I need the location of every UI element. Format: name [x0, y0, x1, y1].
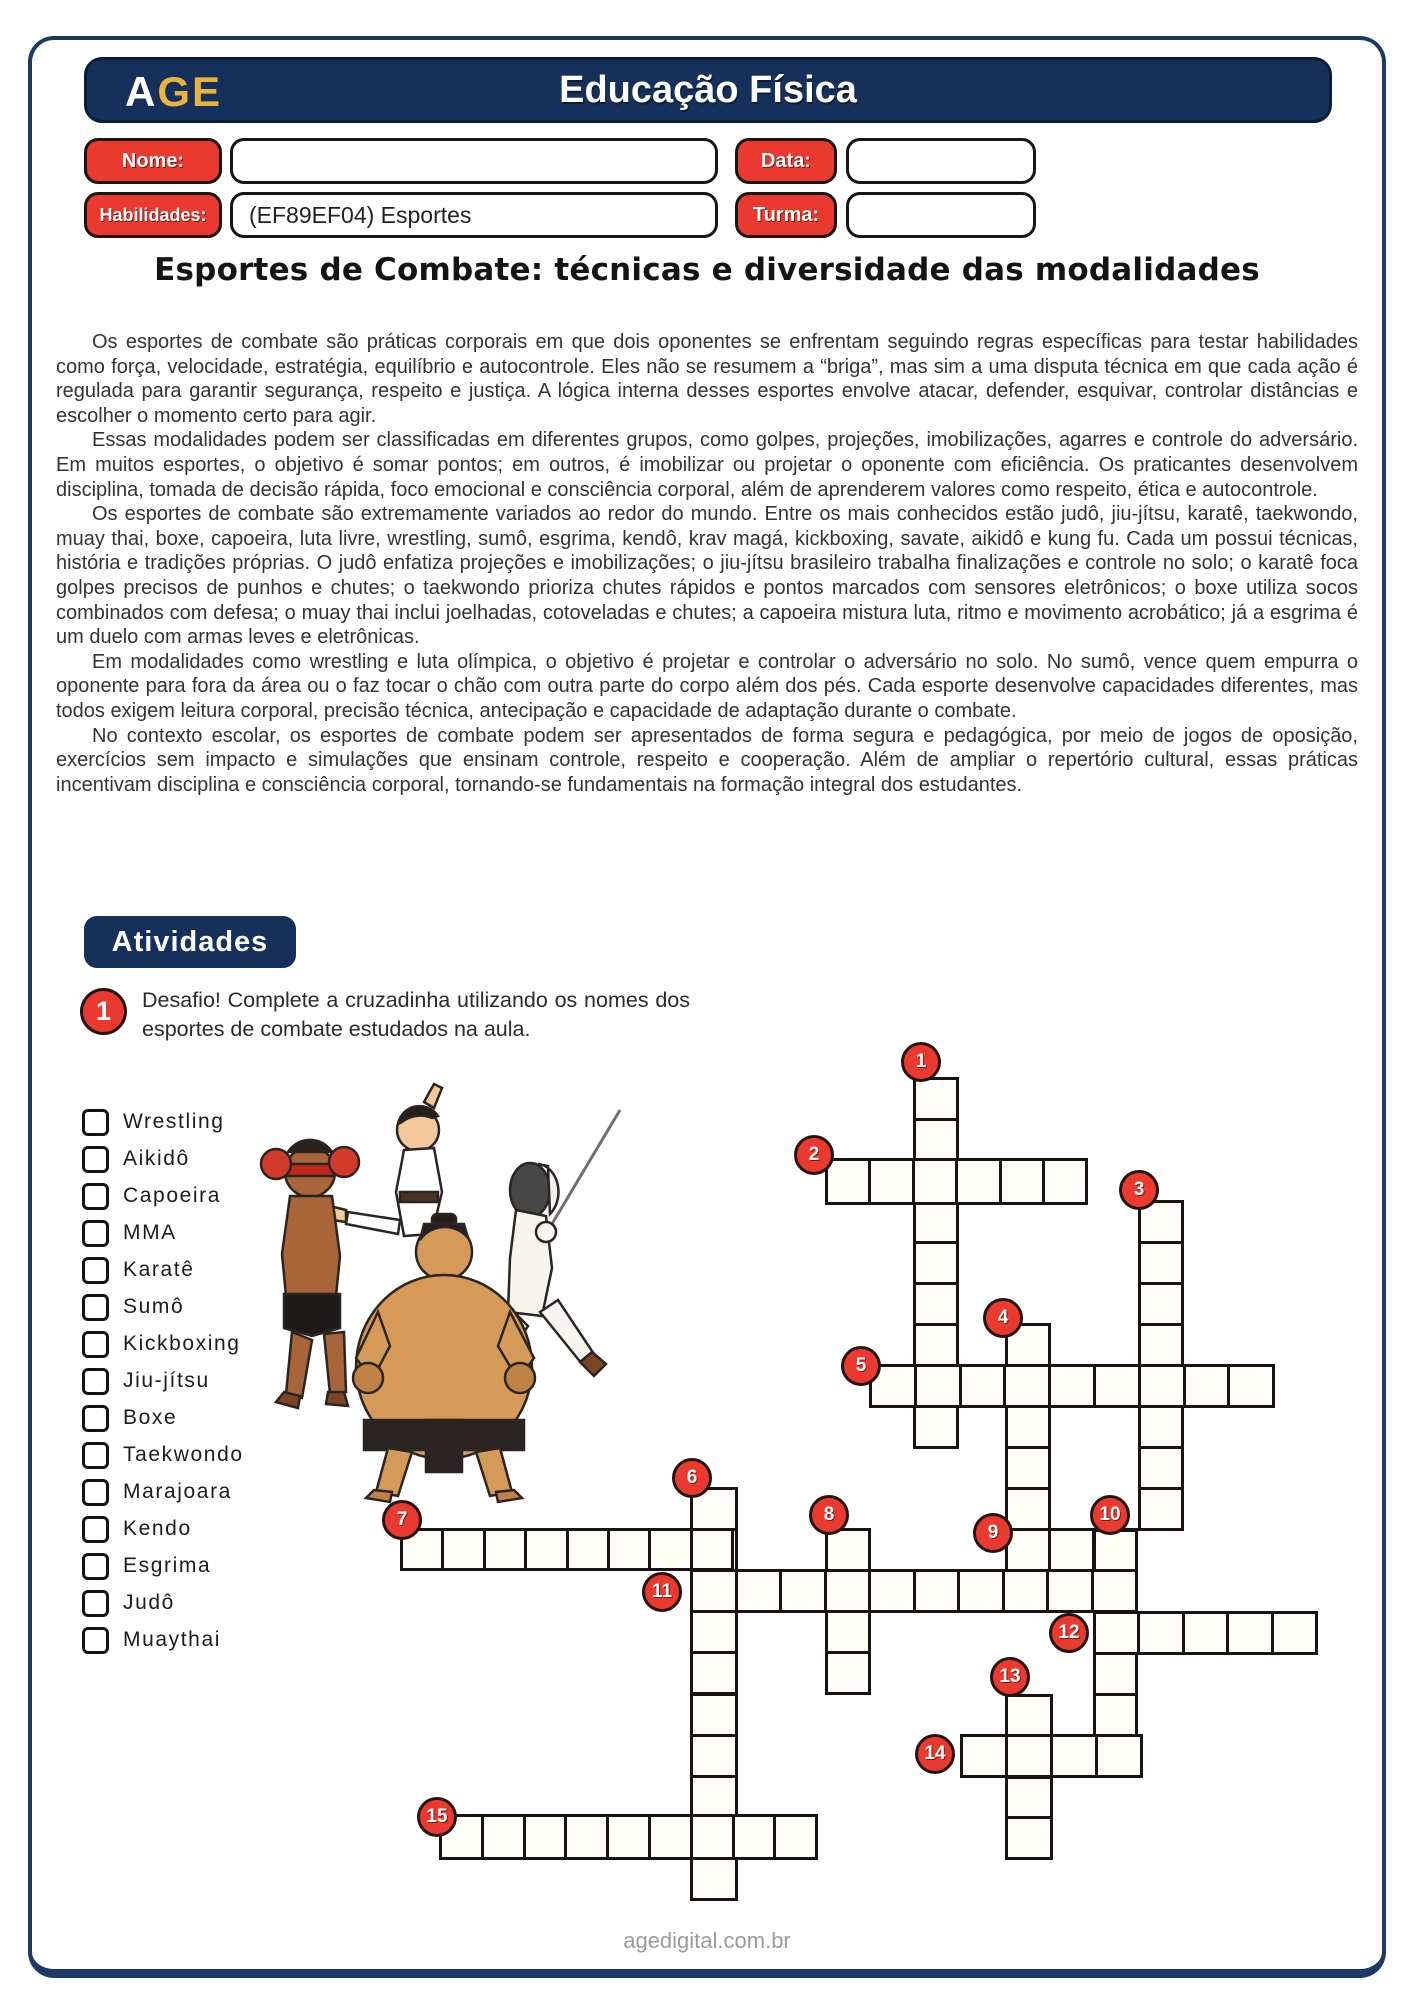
- word-bank-label: Taekwondo: [123, 1443, 244, 1466]
- crossword-cell[interactable]: [1183, 1364, 1231, 1408]
- crossword-cell[interactable]: [1138, 1282, 1184, 1326]
- word-bank-item: [82, 1367, 244, 1395]
- crossword-cell[interactable]: [999, 1158, 1045, 1205]
- crossword-cell[interactable]: [913, 1323, 959, 1367]
- clue-number-badge: 2: [794, 1135, 834, 1175]
- clue-number-badge: 6: [672, 1458, 712, 1498]
- skills-value: (EF89EF04) Esportes: [249, 201, 472, 228]
- combat-sports-illustration: [228, 1072, 628, 1507]
- crossword-cell[interactable]: [1138, 1241, 1184, 1285]
- crossword-cell[interactable]: [690, 1734, 738, 1778]
- crossword-cell[interactable]: [825, 1610, 871, 1654]
- clue-number-badge: 4: [983, 1298, 1023, 1338]
- crossword-cell[interactable]: [1005, 1694, 1053, 1738]
- crossword-cell[interactable]: [912, 1158, 958, 1205]
- crossword-cell[interactable]: [690, 1651, 738, 1695]
- word-bank-checkbox[interactable]: [82, 1257, 109, 1284]
- crossword-cell[interactable]: [955, 1158, 1001, 1205]
- crossword-cell[interactable]: [960, 1734, 1008, 1778]
- crossword-cell[interactable]: [868, 1158, 914, 1205]
- activity-number-badge: 1: [80, 988, 127, 1035]
- word-bank-checkbox[interactable]: [82, 1627, 109, 1654]
- word-bank-checkbox[interactable]: [82, 1146, 109, 1173]
- paragraph: Os esportes de combate são práticas corporais em que dois oponentes se enfrentam seguindo regras específicas para testar habilidades como força, velocidade, estratégia, equilíbrio e autocontrole. Eles não se resumem a “briga”, mas sim a uma disputa técnica em que cada ação é regulada para garantir segurança, respeito e justiça. A lógica interna desses esportes envolve atacar, defender, esquivar, controlar distâncias e escolher o momento certo para agir.: [56, 331, 1358, 427]
- crossword-cell[interactable]: [1005, 1776, 1053, 1820]
- crossword-cell[interactable]: [1042, 1158, 1088, 1205]
- word-bank-item: [82, 1404, 244, 1432]
- paragraph: Em modalidades como wrestling e luta olímpica, o objetivo é projetar e controlar o adversário no solo. No sumô, vence quem empurra o oponente para fora da área ou o faz tocar o chão com outra parte do corpo além dos pés. Cada esporte desenvolve capacidades diferentes, mas todos exigem leitura corporal, precisão técnica, antecipação e capacidade de adaptação durante o combate.: [56, 650, 1358, 722]
- clue-number-badge: 10: [1090, 1495, 1130, 1535]
- word-bank-item: [82, 1552, 244, 1580]
- paragraph: No contexto escolar, os esportes de combate podem ser apresentados de forma segura e pedagógica, por meio de jogos de oposição, exercícios sem impacto e simulações que ensinam controle, respeito e cooperação. Além de ampliar o repertório cultural, essas práticas incentivam disciplina e consciência corporal, tornando-se fundamentais na formação integral dos estudantes.: [56, 724, 1358, 796]
- crossword-cell[interactable]: [1005, 1816, 1053, 1860]
- word-bank-list: [82, 1108, 244, 1663]
- clue-number-badge: 7: [382, 1500, 422, 1540]
- muaythai-boxer: [261, 1140, 359, 1408]
- crossword-cell[interactable]: [1048, 1528, 1094, 1572]
- crossword-cell[interactable]: [690, 1857, 738, 1901]
- word-bank-label: Kendo: [123, 1517, 192, 1540]
- word-bank-label: Wrestling: [123, 1110, 225, 1133]
- date-label: Data:: [735, 138, 837, 184]
- subject-title: Educação Física: [559, 68, 857, 111]
- crossword-cell[interactable]: [1005, 1487, 1051, 1531]
- crossword-cell[interactable]: [779, 1569, 827, 1613]
- crossword-cell[interactable]: [1002, 1569, 1050, 1613]
- word-bank-item: [82, 1478, 244, 1506]
- clue-number-badge: 8: [809, 1495, 849, 1535]
- word-bank-item: [82, 1330, 244, 1358]
- crossword-cell[interactable]: [868, 1569, 916, 1613]
- crossword-cell[interactable]: [566, 1528, 610, 1571]
- clue-number-badge: 3: [1119, 1170, 1159, 1210]
- word-bank-checkbox[interactable]: [82, 1294, 109, 1321]
- crossword-cell[interactable]: [735, 1569, 783, 1613]
- crossword-cell[interactable]: [1138, 1446, 1184, 1490]
- word-bank-label: Capoeira: [123, 1184, 222, 1207]
- crossword-cell[interactable]: [913, 1200, 959, 1244]
- clue-number-badge: 14: [915, 1734, 955, 1774]
- crossword-cell[interactable]: [523, 1814, 568, 1860]
- crossword-cell[interactable]: [773, 1814, 818, 1860]
- crossword-cell[interactable]: [1093, 1364, 1141, 1408]
- crossword-cell[interactable]: [1005, 1734, 1053, 1778]
- name-field[interactable]: [230, 138, 718, 184]
- word-bank-checkbox[interactable]: [82, 1331, 109, 1358]
- crossword-cell[interactable]: [1137, 1611, 1184, 1655]
- word-bank-checkbox[interactable]: [82, 1183, 109, 1210]
- crossword-cell[interactable]: [1046, 1569, 1094, 1613]
- class-label: Turma:: [735, 192, 837, 238]
- word-bank-checkbox[interactable]: [82, 1442, 109, 1469]
- word-bank-item: [82, 1589, 244, 1617]
- crossword-cell[interactable]: [690, 1814, 735, 1860]
- crossword-cell[interactable]: [913, 1405, 959, 1449]
- crossword-cell[interactable]: [1093, 1529, 1138, 1573]
- word-bank-label: Judô: [123, 1591, 175, 1614]
- word-bank-label: Boxe: [123, 1406, 178, 1429]
- crossword-cell[interactable]: [606, 1814, 651, 1860]
- crossword-cell[interactable]: [1005, 1405, 1051, 1449]
- crossword-cell[interactable]: [1091, 1569, 1139, 1613]
- crossword-cell[interactable]: [483, 1528, 527, 1571]
- sumo-wrestler: [353, 1214, 535, 1502]
- crossword-cell[interactable]: [913, 1282, 959, 1326]
- crossword-cell[interactable]: [481, 1814, 526, 1860]
- word-bank-checkbox[interactable]: [82, 1479, 109, 1506]
- date-field[interactable]: [846, 138, 1036, 184]
- word-bank-item: [82, 1145, 244, 1173]
- word-bank-label: Jiu-jítsu: [123, 1369, 210, 1392]
- clue-number-badge: 5: [841, 1346, 881, 1386]
- article-paragraphs: [56, 330, 1358, 797]
- activity-instruction: Desafio! Complete a cruzadinha utilizando os nomes dos esportes de combate estudados na aula.: [142, 988, 690, 1041]
- word-bank-item: [82, 1626, 244, 1654]
- crossword-cell[interactable]: [1003, 1364, 1051, 1408]
- crossword-cell[interactable]: [441, 1528, 485, 1571]
- word-bank-checkbox[interactable]: [82, 1109, 109, 1136]
- word-bank-item: [82, 1219, 244, 1247]
- page-title: Esportes de Combate: técnicas e diversidade das modalidades: [154, 252, 1260, 288]
- crossword-cell[interactable]: [825, 1158, 871, 1205]
- clue-number-badge: 9: [973, 1513, 1013, 1553]
- crossword-cell[interactable]: [1048, 1364, 1096, 1408]
- crossword-cell[interactable]: [1093, 1693, 1138, 1737]
- crossword-cell[interactable]: [648, 1814, 693, 1860]
- crossword-cell[interactable]: [914, 1364, 962, 1408]
- clue-number-badge: 1: [901, 1042, 941, 1082]
- crossword-cell[interactable]: [1138, 1364, 1186, 1408]
- crossword-cell[interactable]: [913, 1241, 959, 1285]
- crossword-cell[interactable]: [1138, 1323, 1184, 1367]
- crossword-cell[interactable]: [913, 1118, 959, 1162]
- word-bank-checkbox[interactable]: [82, 1368, 109, 1395]
- clue-number-badge: 15: [417, 1797, 457, 1837]
- crossword-cell[interactable]: [957, 1569, 1005, 1613]
- crossword-cell[interactable]: [690, 1775, 738, 1819]
- paragraph: Essas modalidades podem ser classificadas em diferentes grupos, como golpes, projeções, imobilizações, agarres e controle do adversário. Em muitos esportes, o objetivo é somar pontos; em outros, é imobilizar ou projetar o oponente com eficiência. Os praticantes desenvolvem disciplina, tomada de decisão rápida, foco emocional e consciência corporal, além de aprenderem valores como respeito, ética e autocontrole.: [56, 429, 1358, 501]
- word-bank-label: Marajoara: [123, 1480, 232, 1503]
- word-bank-item: [82, 1293, 244, 1321]
- age-logo: AGE: [125, 68, 223, 115]
- crossword-cell[interactable]: [913, 1077, 959, 1121]
- crossword-cell[interactable]: [824, 1569, 872, 1613]
- word-bank-label: MMA: [123, 1221, 177, 1244]
- crossword-cell[interactable]: [1093, 1652, 1138, 1696]
- word-bank-label: Muaythai: [123, 1628, 222, 1651]
- activities-section-badge: Atividades: [84, 916, 296, 968]
- crossword-cell[interactable]: [690, 1610, 738, 1654]
- word-bank-label: Sumô: [123, 1295, 185, 1318]
- crossword-cell[interactable]: [959, 1364, 1007, 1408]
- crossword-cell[interactable]: [1138, 1405, 1184, 1449]
- word-bank-label: Aikidô: [123, 1147, 190, 1170]
- word-bank-checkbox[interactable]: [82, 1516, 109, 1543]
- footer-url: agedigital.com.br: [623, 1928, 791, 1953]
- name-label: Nome:: [84, 138, 222, 184]
- crossword-cell[interactable]: [913, 1569, 961, 1613]
- crossword-cell[interactable]: [690, 1569, 738, 1613]
- crossword-cell[interactable]: [1271, 1611, 1318, 1655]
- clue-number-badge: 11: [642, 1572, 682, 1612]
- crossword-cell[interactable]: [1138, 1487, 1184, 1531]
- word-bank-checkbox[interactable]: [82, 1405, 109, 1432]
- crossword-cell[interactable]: [648, 1528, 692, 1571]
- crossword-cell[interactable]: [1005, 1446, 1051, 1490]
- header-bar: [84, 57, 1332, 123]
- word-bank-item: [82, 1256, 244, 1284]
- crossword-cell[interactable]: [607, 1528, 651, 1571]
- skills-label: Habilidades:: [84, 192, 222, 238]
- crossword-cell[interactable]: [1095, 1734, 1143, 1778]
- word-bank-label: Kickboxing: [123, 1332, 241, 1355]
- crossword-cell[interactable]: [1226, 1611, 1273, 1655]
- word-bank-item: [82, 1515, 244, 1543]
- class-field[interactable]: [846, 192, 1036, 238]
- word-bank-item: [82, 1182, 244, 1210]
- crossword-cell[interactable]: [1050, 1734, 1098, 1778]
- word-bank-checkbox[interactable]: [82, 1553, 109, 1580]
- crossword-cell[interactable]: [1182, 1611, 1229, 1655]
- word-bank-checkbox[interactable]: [82, 1220, 109, 1247]
- crossword-cell[interactable]: [825, 1651, 871, 1695]
- clue-number-badge: 12: [1049, 1613, 1089, 1653]
- crossword-cell[interactable]: [524, 1528, 568, 1571]
- crossword-cell[interactable]: [1093, 1611, 1140, 1655]
- word-bank-item: [82, 1441, 244, 1469]
- word-bank-checkbox[interactable]: [82, 1590, 109, 1617]
- crossword-cell[interactable]: [690, 1693, 738, 1737]
- crossword-cell[interactable]: [1227, 1364, 1275, 1408]
- crossword-cell[interactable]: [690, 1528, 734, 1571]
- clue-number-badge: 13: [990, 1657, 1030, 1697]
- word-bank-item: [82, 1108, 244, 1136]
- skills-field[interactable]: [230, 192, 718, 238]
- word-bank-label: Esgrima: [123, 1554, 212, 1577]
- crossword-cell[interactable]: [564, 1814, 609, 1860]
- paragraph: Os esportes de combate são extremamente variados ao redor do mundo. Entre os mais conhecidos estão judô, jiu-jítsu, karatê, taekwondo, muay thai, boxe, capoeira, luta livre, wrestling, sumô, esgrima, kendô, krav magá, kickboxing, savate, aikidô e kung fu. Cada um possui técnicas, história e tradições próprias. O judô enfatiza projeções e imobilizações; o jiu-jítsu brasileiro trabalha finalizações e controle no solo; o karatê foca golpes precisos de punhos e chutes; o taekwondo prioriza chutes rápidos e pontos marcados com sensores eletrônicos; o boxe utiliza socos combinados com defesa; o muay thai inclui joelhadas, cotoveladas e chutes; a capoeira mistura luta, ritmo e movimento acrobático; já a esgrima é um duelo com armas leves e eletrônicas.: [56, 503, 1358, 649]
- crossword-cell[interactable]: [732, 1814, 777, 1860]
- word-bank-label: Karatê: [123, 1258, 195, 1281]
